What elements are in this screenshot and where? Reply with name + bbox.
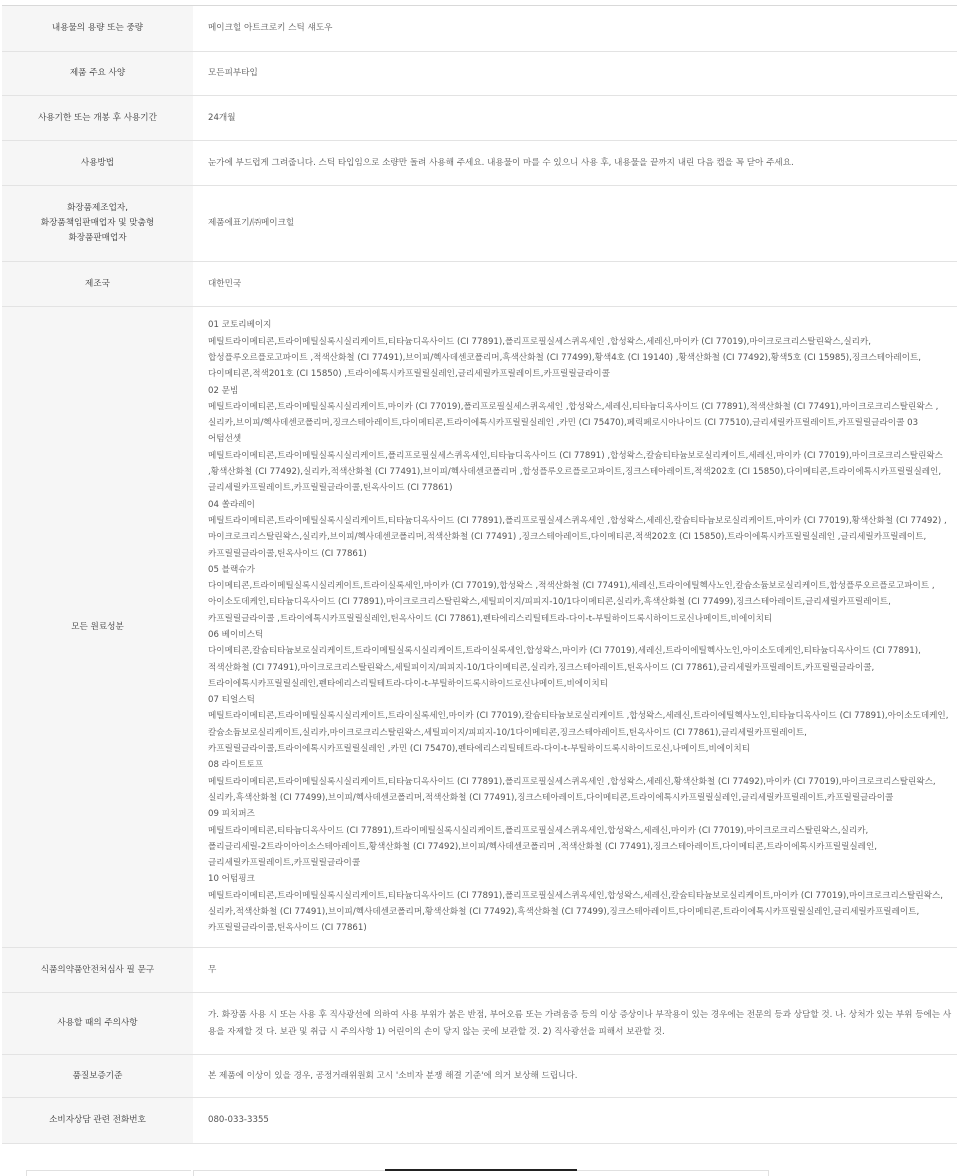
info-row-manufacturer <box>2 186 957 262</box>
ingredient-block <box>208 627 957 692</box>
row-label: 내용물의 용량 또는 중량 <box>2 6 193 52</box>
ingredient-title: 06 베이비스틱 <box>208 630 264 640</box>
row-value: 본 제품에 이상이 있을 경우, 공정거래위원회 고시 '소비자 분쟁 해결 기준'에 의거 보상해 드립니다. <box>193 1055 957 1098</box>
info-row-ingredients <box>2 307 957 948</box>
ingredient-block <box>208 757 957 806</box>
product-info-table <box>2 5 957 1144</box>
ingredients-cell <box>193 307 957 948</box>
info-row-capacity <box>2 6 957 52</box>
ingredient-text: 메틸트라이메티콘,트라이메틸실록시실리케이트,티타늄디옥사이드 (CI 77891),폴리프로필실세스퀴옥세인,합성왁스,세레신,칼슘티타늄보로실리케이트,마이카 (CI 77019),마이크로크리스탈린왁스, 실리카,적색산화철 (CI 77491),브이피/헥사데센코폴리머,황색산화철 (CI 77492),흑색산화철 (CI 77499),징크스테아레이트,다이메티콘,트라이에톡시카프릴릴실레인,글리세릴카프릴레이트, 카프릴릴글라이콜,틴옥사이드 (CI 77861) <box>208 890 943 934</box>
row-value: 가. 화장품 사용 시 또는 사용 후 직사광선에 의하여 사용 부위가 붉은 반점, 부어오름 또는 가려움증 등의 이상 증상이나 부작용이 있는 경우에는 전문의 등과 상담할 것. 나. 상처가 있는 부위 등에는 사용을 자제할 것 다. 보관 및 취급 시 주의사항 1) 어린이의 손이 닿지 않는 곳에 보관할 것. 2) 직사광선을 피해서 보관할 것. <box>193 993 957 1055</box>
ingredient-text: 메틸트라이메티콘,트라이메틸실록시실리케이트,마이카 (CI 77019),폴리프로필실세스퀴옥세인 ,합성왁스,세레신,티타늄디옥사이드 (CI 77891),적색산화철 (CI 77491),마이크로크리스탈린왁스 , 실리카,브이피/헥사데센코폴리머,징크스테아레이트,다이메티콘,트라이에톡시카프릴릴실레인 ,카민 (CI 75470),페릭페로시아나이드 (CI 77510),글리세릴카프릴레이트,카프릴릴글라이콜 03 어텀선셋 메틸트라이메티콘,트라이메틸실록시실리케이트,폴리프로필실세스퀴옥세인,티타늄디옥사이드 (CI 77891) ,합성왁스,칼슘티타늄보로실리케이트,세레신,마이카 (CI 77019),마이크로크리스탈린왁스 ,황색산화철 (CI 77492),실리카,적색산화철 (CI 77491),브이피/헥사데센코폴리머 ,합성플루오르플로고파이트,징크스테아레이트,적색202호 (CI 15850),다이메티콘,트라이에톡시카프릴릴실레인, 글리세릴카프릴레이트,카프릴릴글라이콜,틴옥사이드 (CI 77861) <box>208 401 943 494</box>
row-label: 사용할 때의 주의사항 <box>2 993 193 1055</box>
ingredient-block <box>208 692 957 757</box>
ingredient-title: 02 문빔 <box>208 385 239 396</box>
ingredient-block <box>208 871 957 936</box>
row-value: 제품에표기/㈜메이크힐 <box>193 186 957 262</box>
ingredient-text: 메틸트라이메티콘,티타늄디옥사이드 (CI 77891),트라이메틸실록시실리케이트,폴리프로필실세스퀴옥세인,합성왁스,세레신,마이카 (CI 77019),마이크로크리스탈린왁스,실리카, 폴리글리세릴-2트라이아이소스테아레이트,황색산화철 (CI 77492),브이피/헥사데센코폴리머 ,적색산화철 (CI 77491),징크스테아레이트,다이메티콘,트라이에톡시카프릴릴실레인, 글리세릴카프릴레이트,카프릴릴글라이콜 <box>208 825 878 869</box>
ingredient-title: 04 쏠라레이 <box>208 499 255 510</box>
ingredient-text: 다이메티콘,트라이메틸실록시실리케이트,트라이실록세인,마이카 (CI 77019),합성왁스 ,적색산화철 (CI 77491),세레신,트라이에틸헥사노인,칼슘소듐보로실리케이트,합성플루오르플로고파이트 , 아이소도데케인,티타늄디옥사이드 (CI 77891),마이크로크리스탈린왁스,세틸피이지/피피지-10/1다이메티콘,실리카,흑색산화철 (CI 77499),징크스테아레이트,글리세릴카프릴레이트, 카프릴릴글라이콜 ,트라이에톡시카프릴릴실레인,틴옥사이드 (CI 77861),펜타에리스리틸테트라-다이-t-부틸하이드록시하이드로신나메이트,비에이치티 <box>208 581 935 624</box>
ingredient-title: 05 블랙슈가 <box>208 564 255 575</box>
row-label: 화장품제조업자, 화장품책임판매업자 및 맞춤형 화장품판매업자 <box>2 186 193 262</box>
row-label: 제조국 <box>2 262 193 307</box>
tab-box-left[interactable] <box>26 1170 191 1176</box>
ingredient-block <box>208 806 957 871</box>
bottom-tab-bar <box>0 1162 960 1175</box>
ingredient-text: 메틸트라이메티콘,트라이메틸실록시실리케이트,트라이실록세인,마이카 (CI 77019),칼슘티타늄보로실리케이트 ,합성왁스,세레신,트라이에틸헥사노인,티타늄디옥사이드 (CI 77891),아이소도데케인, 칼슘소듐보로실리케이트,실리카,마이크로크리스탈린왁스,세틸피이지/피피지-10/1다이메티콘,징크스테아레이트,틴옥사이드 (CI 77861),글리세릴카프릴레이트, 카프릴릴글라이콜,트라이에톡시카프릴릴실레인 ,카민 (CI 75470),펜타에리스리틸테트라-다이-t-부틸하이드록시하이드로신,나메이트,비에이치티 <box>208 711 949 755</box>
ingredient-title: 07 티얼스틱 <box>208 695 255 706</box>
ingredient-title: 10 어텀핑크 <box>208 874 255 885</box>
row-value: 메이크힐 아트크로키 스틱 섀도우 <box>193 6 957 52</box>
row-label: 사용기한 또는 개봉 후 사용기간 <box>2 96 193 141</box>
row-value: 무 <box>193 948 957 993</box>
ingredient-text: 메틸트라이메티콘,트라이메틸실록시실리케이트,티타늄디옥사이드 (CI 77891),폴리프로필실세스퀴옥세인 ,합성왁스,세레신,황색산화철 (CI 77492),마이카 (CI 77019),마이크로크리스탈린왁스, 실리카,흑색산화철 (CI 77499),브이피/헥사데센코폴리머,적색산화철 (CI 77491),징크스테아레이트,다이메티콘,트라이에톡시카프릴릴실레인,글리세릴카프릴레이트,카프릴릴글라이콜 <box>208 776 936 803</box>
ingredient-text: 다이메티콘,칼슘티타늄보로실리케이트,트라이메틸실록시실리케이트,트라이실록세인,합성왁스,마이카 (CI 77019),세레신,트라이에틸헥사노인,아이소도데케인,티타늄디옥사이드 (CI 77891), 적색산화철 (CI 77491),마이크로크리스탈린왁스,세틸피이지/피피지-10/1다이메티콘,실리카,징크스테아레이트,틴옥사이드 (CI 77861),글리세릴카프릴레이트,카프릴릴글라이콜, 트라이에톡시카프릴릴실레인,펜타에리스리틸테트라-다이-t-부틸하이드록시하이드로신나메이트,비에이치티 <box>208 646 921 689</box>
ingredient-title: 01 코토리베이지 <box>208 320 272 331</box>
row-value: 24개월 <box>193 96 957 141</box>
row-label: 모든 원료성분 <box>2 307 193 948</box>
row-label: 제품 주요 사양 <box>2 52 193 96</box>
info-row-quality-guarantee <box>2 1055 957 1098</box>
ingredient-text: 메틸트라이메티콘,트라이메틸실록시실리케이트,티타늄디옥사이드 (CI 77891),폴리프로필실세스퀴옥세인 ,합성왁스,세레신,마이카 (CI 77019),마이크로크리스탈린왁스,실리카, 합성플루오르플로고파이트 ,적색산화철 (CI 77491),브이피/헥사데센코폴리머,흑색산화철 (CI 77499),황색4호 (CI 19140) ,황색산화철 (CI 77492),황색5호 (CI 15985),징크스테아레이트, 다이메티콘,적색201호 (CI 15850) ,트라이에톡시카프릴릴실레인,글리세릴카프릴레이트,카프릴릴글라이콜 <box>208 336 922 380</box>
info-row-phone <box>2 1098 957 1144</box>
info-row-country <box>2 262 957 307</box>
row-value: 대한민국 <box>193 262 957 307</box>
row-label: 식품의약품안전처심사 필 문구 <box>2 948 193 993</box>
ingredient-block <box>208 317 957 382</box>
row-value: 080-033-3355 <box>193 1098 957 1144</box>
ingredient-block <box>208 562 957 627</box>
info-row-mfds-review <box>2 948 957 993</box>
info-row-spec <box>2 52 957 96</box>
info-row-usage <box>2 141 957 186</box>
row-value: 눈가에 부드럽게 그려줍니다. 스틱 타입임으로 소량만 돌려 사용해 주세요. 내용물이 마를 수 있으니 사용 후, 내용물을 끝까지 내린 다음 캡을 꼭 닫아 주세요. <box>193 141 957 186</box>
active-tab-indicator <box>385 1169 577 1171</box>
row-label: 소비자상담 관련 전화번호 <box>2 1098 193 1144</box>
row-value: 모든피부타입 <box>193 52 957 96</box>
info-row-expiry <box>2 96 957 141</box>
row-label: 사용방법 <box>2 141 193 186</box>
ingredient-block <box>208 383 957 497</box>
row-label: 품질보증기준 <box>2 1055 193 1098</box>
info-row-precautions <box>2 993 957 1055</box>
ingredient-text: 메틸트라이메티콘,트라이메틸실록시실리케이트,티타늄디옥사이드 (CI 77891),폴리프로필실세스퀴옥세인 ,합성왁스,세레신,칼슘티타늄보로실리케이트,마이카 (CI 77019),황색산화철 (CI 77492) , 마이크로크리스탈린왁스,실리카,브이피/헥사데센코폴리머,적색산화철 (CI 77491) ,징크스테아레이트,다이메티콘,적색202호 (CI 15850),트라이에톡시카프릴릴실레인 ,글리세릴카프릴레이트, 카프릴릴글라이콜,틴옥사이드 (CI 77861) <box>208 515 947 559</box>
ingredient-title: 09 피치퍼즈 <box>208 809 255 820</box>
ingredient-title: 08 라이트토프 <box>208 760 264 771</box>
ingredient-block <box>208 497 957 562</box>
